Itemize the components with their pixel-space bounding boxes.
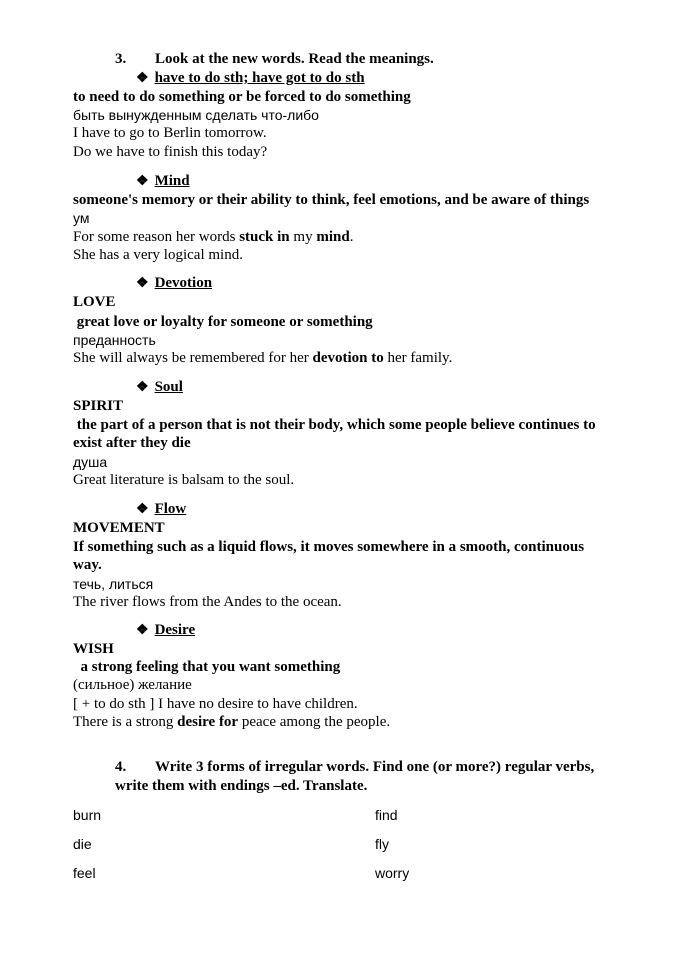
entry-flow-heading <box>136 500 186 519</box>
entry-soul-heading <box>136 378 183 397</box>
entry-definition: a strong feeling that you want something <box>73 659 341 675</box>
task3-number: 3. <box>115 51 127 67</box>
task4-heading: Write 3 forms of irregular words. Find one (or more?) regular verbs, <box>155 759 595 775</box>
example-keyword: desire for <box>177 714 239 730</box>
entry-example: Do we have to finish this today? <box>73 144 268 160</box>
entry-term: Soul <box>154 379 183 395</box>
entry-category: SPIRIT <box>73 398 124 414</box>
example-text: For some reason her words <box>73 229 240 245</box>
entry-definition: exist after they die <box>73 435 191 451</box>
task3-heading: Look at the new words. Read the meanings. <box>155 51 434 67</box>
entry-example <box>73 349 452 367</box>
entry-example: Great literature is balsam to the soul. <box>73 472 295 488</box>
entry-translation: течь, литься <box>73 576 154 592</box>
entry-translation: (сильное) желание <box>73 677 192 693</box>
entry-term: Flow <box>154 501 187 517</box>
entry-term: Mind <box>154 173 190 189</box>
entry-example: [ + to do sth ] I have no desire to have children. <box>73 696 358 712</box>
example-keyword: stuck in <box>239 229 290 245</box>
entry-term: have to do sth; have got to do sth <box>154 70 365 86</box>
task4-number: 4. <box>115 759 127 775</box>
example-text: her family. <box>383 350 453 366</box>
example-text: my <box>289 229 317 245</box>
entry-example: The river flows from the Andes to the ocean. <box>73 594 342 610</box>
entry-term: Desire <box>154 622 196 638</box>
example-keyword: devotion to <box>312 350 384 366</box>
entry-definition: someone's memory or their ability to think, feel emotions, and be aware of things <box>73 192 590 208</box>
entry-category: WISH <box>73 641 114 657</box>
entry-definition: the part of a person that is not their body, which some people believe continues to <box>73 417 596 433</box>
example-keyword: mind <box>316 229 350 245</box>
example-text: . <box>349 229 354 245</box>
entry-mind-heading <box>136 172 190 191</box>
word-item: feel <box>73 865 96 881</box>
word-item: find <box>375 807 398 823</box>
entry-definition: way. <box>73 557 102 573</box>
diamond-bullet-icon: ❖ <box>136 623 149 638</box>
word-item: worry <box>375 865 410 881</box>
entry-example: I have to go to Berlin tomorrow. <box>73 125 267 141</box>
word-item: fly <box>375 836 389 852</box>
entry-term: Devotion <box>154 275 213 291</box>
entry-translation: преданность <box>73 332 156 348</box>
example-text: She will always be remembered for her <box>73 350 313 366</box>
example-text: peace among the people. <box>238 714 391 730</box>
task4-heading: write them with endings –ed. Translate. <box>115 778 368 794</box>
word-item: burn <box>73 807 102 823</box>
diamond-bullet-icon: ❖ <box>136 380 149 395</box>
entry-translation: ум <box>73 210 90 226</box>
entry-have-to-heading <box>136 69 365 88</box>
diamond-bullet-icon: ❖ <box>136 174 149 189</box>
entry-desire-heading <box>136 621 195 640</box>
entry-category: MOVEMENT <box>73 520 165 536</box>
diamond-bullet-icon: ❖ <box>136 71 149 86</box>
entry-definition: to need to do something or be forced to do something <box>73 89 411 105</box>
entry-translation: душа <box>73 454 108 470</box>
diamond-bullet-icon: ❖ <box>136 276 149 291</box>
entry-devotion-heading <box>136 274 212 293</box>
entry-definition: great love or loyalty for someone or something <box>73 314 373 330</box>
entry-example <box>73 228 353 246</box>
diamond-bullet-icon: ❖ <box>136 502 149 517</box>
word-item: die <box>73 836 92 852</box>
entry-definition: If something such as a liquid flows, it moves somewhere in a smooth, continuous <box>73 539 585 555</box>
entry-example <box>73 713 390 731</box>
example-text: There is a strong <box>73 714 178 730</box>
entry-translation: быть вынужденным сделать что-либо <box>73 107 319 123</box>
entry-category: LOVE <box>73 294 116 310</box>
entry-example: She has a very logical mind. <box>73 247 243 263</box>
